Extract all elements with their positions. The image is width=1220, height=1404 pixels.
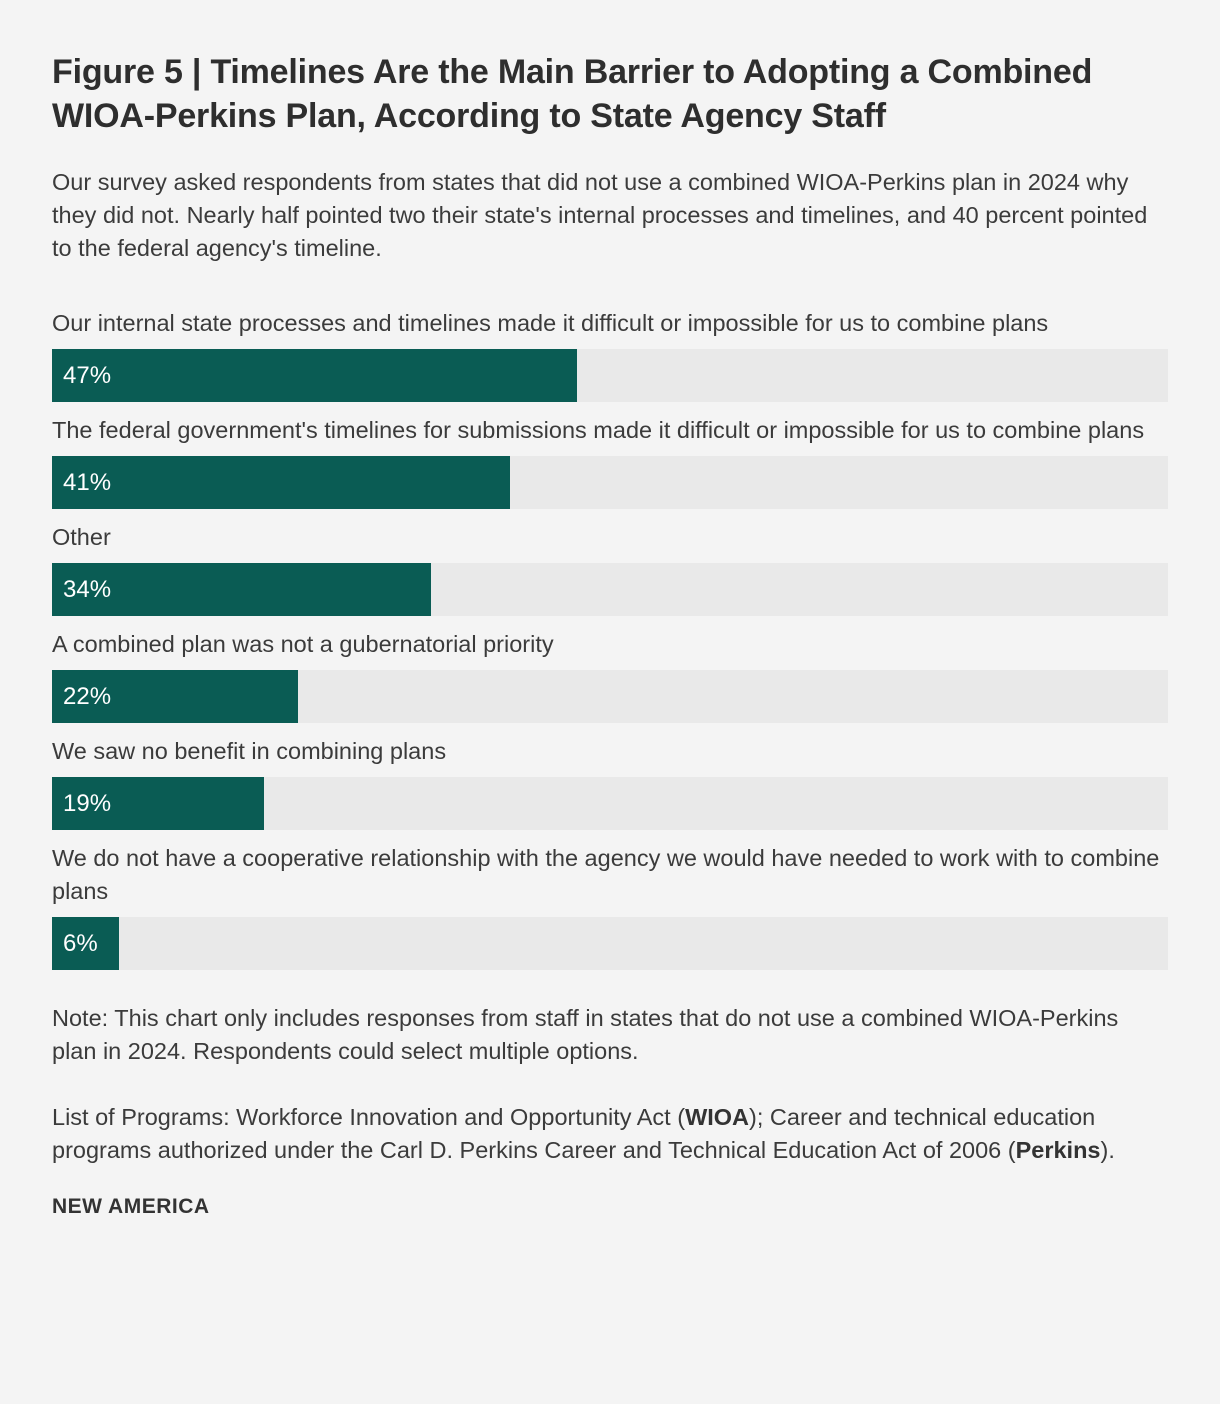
- chart-note: Note: This chart only includes responses from staff in states that do not use a combined WIOA-Perkins plan in 2024. Respondents could select multiple options.: [52, 1005, 1119, 1064]
- programs-note: [52, 1101, 1168, 1167]
- category-label: The federal government's timelines for submissions made it difficult or impossible for us to combine plans: [52, 417, 1145, 443]
- bar-value-label: 6%: [63, 929, 98, 957]
- category-label: We saw no benefit in combining plans: [52, 738, 447, 764]
- bar-track: [52, 349, 1168, 402]
- bar-chart: [52, 307, 1168, 970]
- chart-row: [52, 521, 1168, 616]
- bar-fill: [52, 349, 577, 402]
- chart-row: [52, 307, 1168, 402]
- bar-fill: [52, 563, 431, 616]
- bar-fill: [52, 456, 510, 509]
- bar-fill: [52, 777, 264, 830]
- bar-value-label: 41%: [63, 468, 112, 496]
- bar-value-label: 22%: [63, 682, 112, 710]
- bar-track: [52, 456, 1168, 509]
- bar-value-label: 34%: [63, 575, 112, 603]
- brand-wordmark: NEW AMERICA: [52, 1195, 210, 1218]
- category-label: Our internal state processes and timelines made it difficult or impossible for us to combine plans: [52, 310, 1049, 336]
- figure-subtitle: Our survey asked respondents from states that did not use a combined WIOA-Perkins plan in 2024 why they did not. Nearly half pointed two their state's internal processes and timelines, and 40 percent pointed to the federal agency's timeline.: [52, 169, 1148, 261]
- category-label: Other: [52, 524, 111, 550]
- category-label: A combined plan was not a gubernatorial priority: [52, 631, 554, 657]
- bar-fill: [52, 670, 298, 723]
- programs-text-segment: ).: [1100, 1137, 1115, 1163]
- program-abbreviation: WIOA: [685, 1104, 750, 1130]
- category-label: We do not have a cooperative relationship with the agency we would have needed to work with to combine plans: [52, 845, 1160, 904]
- programs-text-segment: ); Career and technical education programs authorized under the Carl D. Perkins Career and Technical Education Act of 2006 (: [52, 1104, 1096, 1163]
- chart-row: [52, 842, 1168, 970]
- figure-title: Figure 5 | Timelines Are the Main Barrier to Adopting a Combined WIOA-Perkins Plan, According to State Agency Staff: [52, 53, 1093, 135]
- bar-track: [52, 670, 1168, 723]
- bar-track: [52, 563, 1168, 616]
- bar-value-label: 19%: [63, 789, 112, 817]
- bar-value-label: 47%: [63, 361, 112, 389]
- bar-track: [52, 777, 1168, 830]
- programs-text-segment: List of Programs: Workforce Innovation and Opportunity Act (: [52, 1104, 686, 1130]
- bar-fill: [52, 917, 119, 970]
- chart-row: [52, 628, 1168, 723]
- bar-track: [52, 917, 1168, 970]
- program-abbreviation: Perkins: [1015, 1137, 1101, 1163]
- chart-row: [52, 414, 1168, 509]
- chart-row: [52, 735, 1168, 830]
